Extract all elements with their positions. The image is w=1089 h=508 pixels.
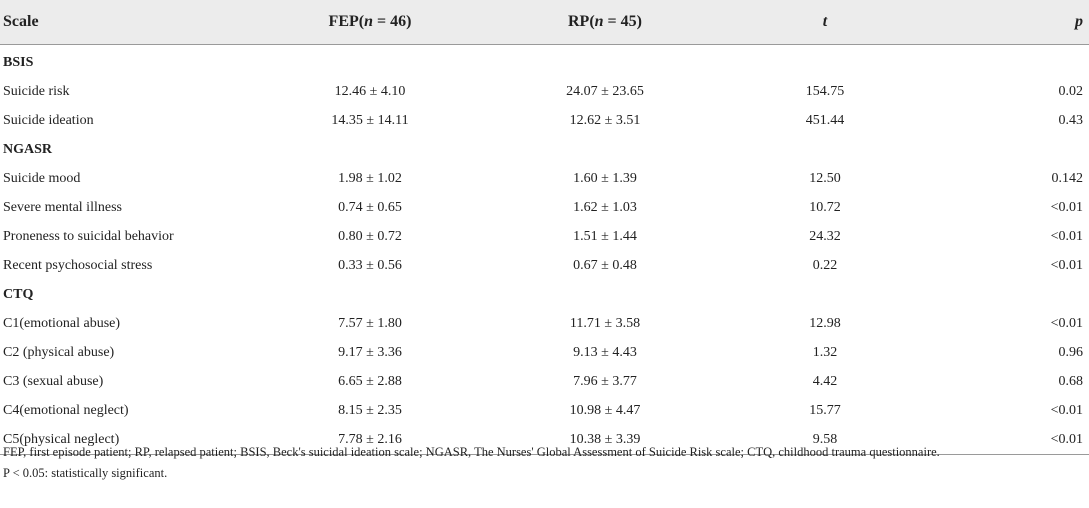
row-t-value: 24.32: [809, 229, 841, 244]
table-row: [0, 310, 1089, 339]
header-fep-n: n: [364, 12, 373, 30]
table-row: [0, 223, 1089, 252]
row-scale-name: Suicide mood: [3, 171, 81, 186]
row-rp-value: 9.13 ± 4.43: [573, 345, 637, 360]
row-rp-value: 12.62 ± 3.51: [569, 113, 641, 128]
row-scale-name: C3 (sexual abuse): [3, 374, 104, 389]
footnote-abbreviations: FEP, first episode patient; RP, relapsed patient; BSIS, Beck's suicidal ideation scale; NGASR, The Nurses' Global Assessment of Suicide Risk scale; CTQ, childhood trauma questionnaire.: [3, 445, 940, 459]
row-t-value: 1.32: [812, 345, 838, 360]
header-fep-eq: = 46): [373, 12, 412, 30]
row-t-value: 154.75: [805, 84, 845, 99]
row-p-value: 0.96: [1058, 345, 1083, 360]
table-row: [0, 194, 1089, 223]
row-t-value: 12.98: [809, 316, 841, 331]
header-fep-prefix: FEP(: [328, 12, 365, 30]
row-p-value: <0.01: [1050, 258, 1083, 273]
row-fep-value: 1.98 ± 1.02: [338, 171, 402, 186]
row-p-value: <0.01: [1050, 316, 1083, 331]
row-p-value: <0.01: [1050, 403, 1083, 418]
header-row: [0, 0, 1089, 44]
header-rp-eq: = 45): [603, 12, 642, 30]
row-rp-value: 1.51 ± 1.44: [573, 229, 637, 244]
row-t-value: 12.50: [809, 171, 841, 186]
section-title: NGASR: [3, 142, 53, 157]
row-scale-name: Suicide ideation: [3, 113, 94, 128]
section-row-bsis: [0, 49, 1089, 78]
row-p-value: <0.01: [1050, 200, 1083, 215]
section-row-ngasr: [0, 136, 1089, 165]
row-fep-value: 7.78 ± 2.16: [270, 426, 470, 455]
row-fep-value: 9.17 ± 3.36: [338, 345, 402, 360]
row-rp-value: 0.67 ± 0.48: [573, 258, 637, 273]
row-fep-value: 0.74 ± 0.65: [338, 200, 402, 215]
row-scale-name: C1(emotional abuse): [3, 316, 121, 331]
row-rp-value: 1.62 ± 1.03: [573, 200, 637, 215]
header-t: t: [822, 12, 828, 30]
row-scale-name: Proneness to suicidal behavior: [3, 229, 174, 244]
table-row: [0, 107, 1089, 136]
table-row: [0, 252, 1089, 281]
row-fep-value: 8.15 ± 2.35: [338, 403, 402, 418]
row-t-value: 9.58: [740, 426, 910, 455]
row-scale-name: C5(physical neglect): [0, 426, 270, 455]
row-p-value: 0.142: [1051, 171, 1083, 186]
header-rp-prefix: RP(: [567, 12, 595, 30]
table-row: [0, 165, 1089, 194]
row-p-value: <0.01: [910, 426, 1089, 455]
row-fep-value: 0.80 ± 0.72: [338, 229, 402, 244]
row-rp-value: 24.07 ± 23.65: [566, 84, 644, 99]
row-scale-name: Severe mental illness: [3, 200, 122, 215]
table-footnotes: [3, 442, 1087, 484]
section-title: CTQ: [3, 287, 34, 302]
table-row: [0, 397, 1089, 426]
table-row: [0, 368, 1089, 397]
table-body: [0, 44, 1089, 455]
row-rp-value: 7.96 ± 3.77: [573, 374, 637, 389]
row-t-value: 15.77: [809, 403, 841, 418]
row-rp-value: 11.71 ± 3.58: [569, 316, 641, 331]
row-p-value: 0.43: [1058, 113, 1083, 128]
row-t-value: 4.42: [812, 374, 838, 389]
row-p-value: <0.01: [1050, 229, 1083, 244]
row-p-value: 0.68: [1058, 374, 1083, 389]
table-row: [0, 339, 1089, 368]
row-p-value: 0.02: [1058, 84, 1083, 99]
row-fep-value: 14.35 ± 14.11: [331, 113, 409, 128]
section-row-ctq: [0, 281, 1089, 310]
row-rp-value: 10.98 ± 4.47: [569, 403, 641, 418]
row-fep-value: 7.57 ± 1.80: [338, 316, 402, 331]
row-scale-name: Suicide risk: [3, 84, 70, 99]
row-t-value: 0.22: [812, 258, 838, 273]
header-scale: Scale: [3, 12, 39, 30]
header-fep: [270, 0, 470, 44]
table-row: [0, 78, 1089, 107]
row-t-value: 10.72: [809, 200, 841, 215]
header-rp: [470, 0, 740, 44]
row-fep-value: 0.33 ± 0.56: [338, 258, 402, 273]
row-fep-value: 6.65 ± 2.88: [338, 374, 402, 389]
table-header: [0, 0, 1089, 44]
header-rp-n: n: [594, 12, 604, 30]
header-p: p: [1075, 12, 1083, 30]
row-rp-value: 1.60 ± 1.39: [573, 171, 637, 186]
row-t-value: 451.44: [805, 113, 845, 128]
row-scale-name: C2 (physical abuse): [3, 345, 115, 360]
row-scale-name: Recent psychosocial stress: [3, 258, 153, 273]
footnote-significance: P < 0.05: statistically significant.: [3, 466, 168, 480]
row-fep-value: 12.46 ± 4.10: [334, 84, 406, 99]
row-scale-name: C4(emotional neglect): [3, 403, 129, 418]
row-rp-value: 10.38 ± 3.39: [470, 426, 740, 455]
section-title: BSIS: [3, 55, 34, 70]
